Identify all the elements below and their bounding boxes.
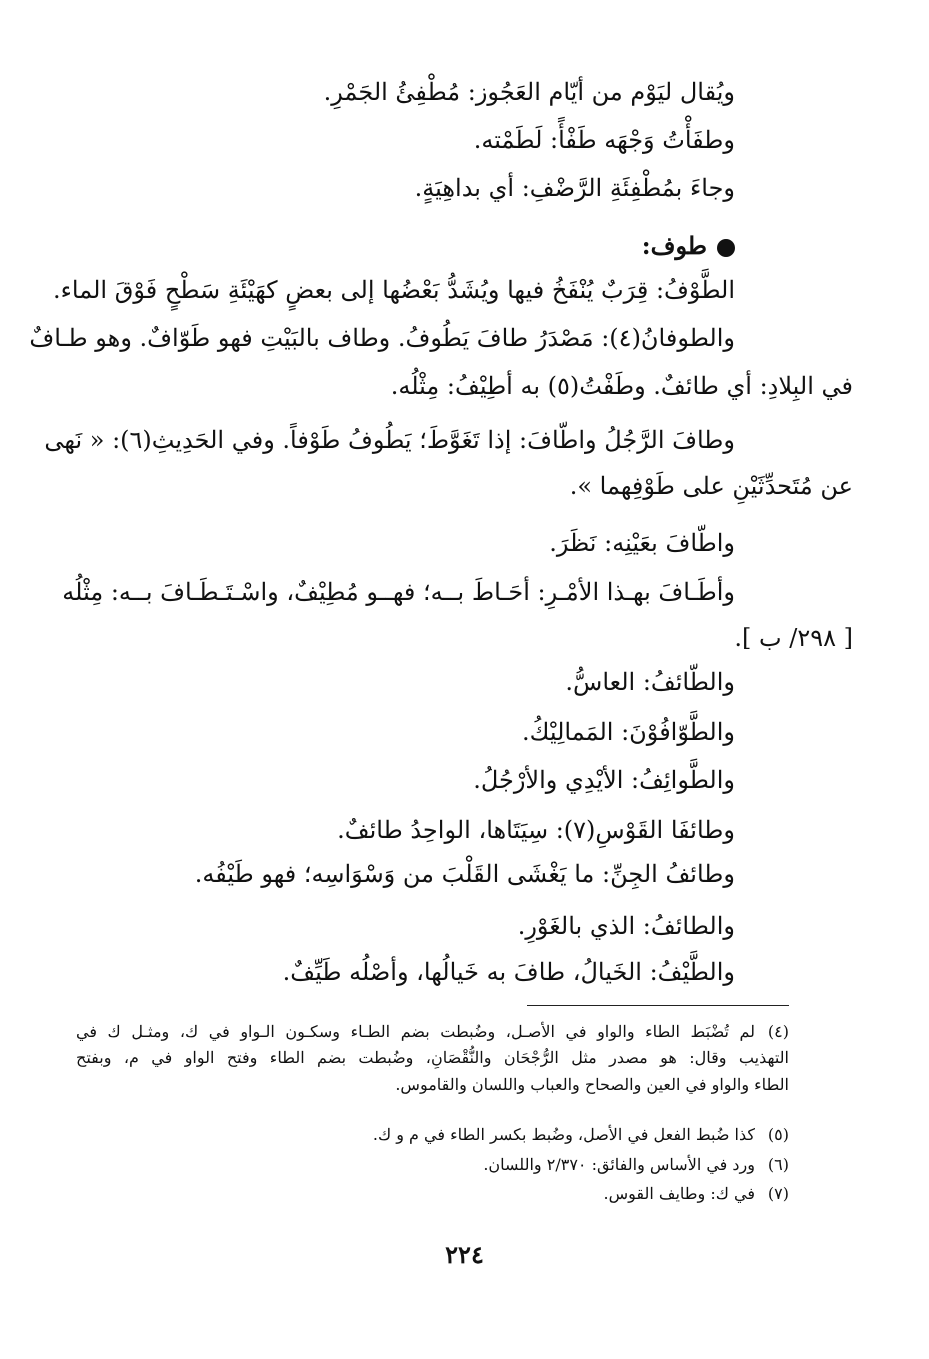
entry-line: والطّائفُ: العاسُّ. (565, 668, 735, 696)
folio-reference: [ ٢٩٨/ ب ]. (734, 624, 853, 652)
footnote-4-line-2: التهذيب وقال: هو مصدر مثل الرُّجْحَان والنُّقْصَانِ، وضُبطت بضم الطاء وفتح الواو في م، وبفتح (76, 1048, 789, 1067)
footnote-number: (٤) (767, 1022, 789, 1041)
footnote-number: (٦) (767, 1155, 789, 1174)
entry-line: وطائفُ الجِنِّ: ما يَغْشَى القَلْبَ من وَسْوَاسِه؛ فهو طَيْفُه. (194, 860, 735, 888)
footnote-number: (٥) (767, 1125, 789, 1144)
entry-line: والطائفُ: الذي بالغَوْرِ. (517, 912, 735, 940)
entry-line: عن مُتَحدِّثَيْنِ على طَوْفِهما ». (569, 472, 853, 500)
footnote-7 (76, 1182, 789, 1206)
entry-line: والطوفانُ(٤): مَصْدَرُ طافَ يَطُوفُ. وطاف بالبَيْتِ فهو طَوّافٌ. وهو طـافٌ (29, 324, 735, 352)
footnote-text: في ك: وطايف القوس. (603, 1184, 755, 1203)
footnote-4-line-1 (76, 1020, 789, 1044)
entry-line: والطَّيْفُ: الخَيالُ، طافَ به خَيالُها، وأصْلُه طَيِّفٌ. (282, 958, 735, 986)
footnote-6 (76, 1153, 789, 1177)
footnote-text: ورد في الأساس والفائق: ٢/٣٧٠ واللسان. (483, 1155, 755, 1174)
page-number: ٢٢٤ (445, 1240, 484, 1269)
footnote-number: (٧) (767, 1184, 789, 1203)
footnote-divider (527, 1005, 789, 1006)
footnote-4-line-3: الطاء والواو في العين والصحاح والعباب واللسان والقاموس. (395, 1075, 789, 1094)
entry-line: واطّافَ بعَيْنِه: نَظَرَ. (549, 529, 735, 557)
footnote-text: كذا ضُبط الفعل في الأصل، وضُبط بكسر الطاء في م و ك. (372, 1125, 755, 1144)
bullet-icon (717, 239, 735, 257)
entry-line: وأطَـافَ بهـذا الأمْـرِ: أحَـاطَ بــه؛ فهــو مُطِيْفٌ، واسْـتَـطَـافَ بــه: مِثْلُه (62, 578, 735, 606)
footnote-5 (76, 1123, 789, 1147)
section-heading-label: طوف: (641, 231, 707, 260)
section-heading (642, 230, 735, 262)
entry-line: والطَّوائِفُ: الأيْدِي والأرْجُلُ. (473, 766, 735, 794)
entry-line: والطَّوّافُوْنَ: المَمالِيْكُ. (522, 718, 735, 746)
entry-line: ويُقال ليَوْم من أيّام العَجُوز: مُطْفِئُ الجَمْرِ. (323, 78, 735, 106)
entry-line: الطَّوْفُ: قِرَبٌ يُنْفَخُ فيها ويُشَدُّ بَعْضُها إلى بعضٍ كهَيْئَةِ سَطْحٍ فَوْقَ الماء. (53, 276, 735, 304)
entry-line: وطافَ الرَّجُلُ واطّافَ: إذا تَغَوَّطَ؛ يَطُوفُ طَوْفاً. وفي الحَدِيثِ(٦): « نَهى (44, 426, 735, 454)
footnote-text: لم تُضْبَط الطاء والواو في الأصـل، وضُبطت بضم الطـاء وسكـون الـواو في ك، ومثـل ك في (76, 1022, 755, 1041)
entry-line: وجاءَ بمُطْفِئَةِ الرَّضْفِ: أي بداهِيَةٍ. (414, 174, 735, 202)
entry-line: وطائفَا القَوْسِ(٧): سِيَتَاها، الواحِدُ طائفٌ. (337, 816, 735, 844)
entry-line: وطفَأْتُ وَجْهَه طَفْأً: لَطَمْته. (473, 126, 735, 154)
entry-line: في البِلادِ: أي طائفٌ. وطَفْتُ(٥) به أطِيْفُ: مِثْلُه. (390, 372, 853, 400)
